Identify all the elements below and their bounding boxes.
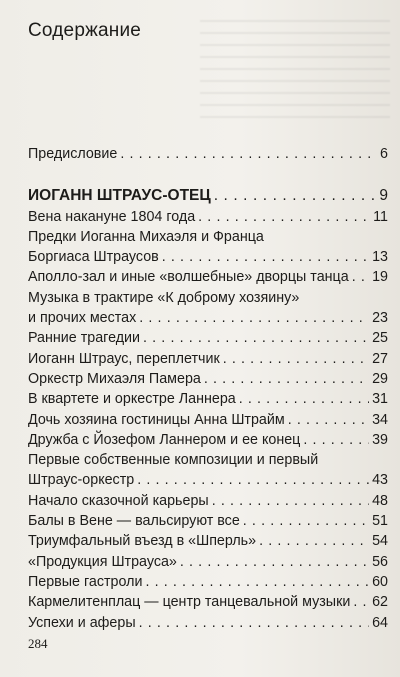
dot-leader <box>162 247 369 267</box>
toc-entry <box>28 531 388 551</box>
toc-entry-page: 64 <box>372 614 388 631</box>
toc-entry <box>28 328 388 348</box>
toc-entry-page: 39 <box>372 431 388 448</box>
toc-entry-title: Начало сказочной карьеры <box>28 492 209 509</box>
dot-leader <box>259 531 369 551</box>
toc-entry-title: Кармелитенплац — центр танцевальной музыки <box>28 594 351 611</box>
toc-entry-title: Балы в Вене — вальсируют все <box>28 513 240 530</box>
toc-entry-page: 56 <box>372 553 388 570</box>
dot-leader <box>139 613 369 633</box>
toc-entry <box>28 247 388 267</box>
page-title: Содержание <box>28 20 142 41</box>
dot-leader <box>223 349 369 369</box>
dot-leader <box>212 491 369 511</box>
toc-entry <box>28 207 388 227</box>
dot-leader <box>204 369 369 389</box>
dot-leader <box>288 410 369 430</box>
toc-entry <box>28 450 388 470</box>
toc-entry-page: 27 <box>372 350 388 367</box>
show-through-text <box>200 20 390 120</box>
table-of-contents <box>28 144 388 633</box>
toc-entry-title: Дочь хозяина гостиницы Анна Штрайм <box>28 411 285 428</box>
toc-entry-page: 19 <box>372 269 388 286</box>
toc-entry-page: 25 <box>372 330 388 347</box>
toc-part-heading <box>28 186 388 206</box>
toc-entry-title: Штраус-оркестр <box>28 472 135 489</box>
dot-leader <box>243 511 369 531</box>
toc-entry <box>28 144 388 164</box>
page-number: 284 <box>28 636 48 651</box>
toc-entry-title: Первые гастроли <box>28 573 143 590</box>
toc-entry <box>28 308 388 328</box>
toc-entry-title: Вена накануне 1804 года <box>28 208 196 225</box>
toc-entry-title: Предисловие <box>28 146 118 162</box>
toc-entry-title: и прочих местах <box>28 310 137 327</box>
toc-entry-page: 51 <box>372 513 388 530</box>
toc-entry <box>28 389 388 409</box>
toc-entry-title: Дружба с Йозефом Ланнером и ее конец <box>28 431 301 448</box>
dot-leader <box>180 552 369 572</box>
dot-leader <box>214 186 377 206</box>
toc-entry-title: Успехи и аферы <box>28 614 136 631</box>
toc-entry-title: Музыка в трактире «К доброму хозяину» <box>28 289 300 306</box>
toc-entry-page: 43 <box>372 472 388 489</box>
toc-entry-page: 11 <box>373 208 388 225</box>
toc-entry-title: Боргиаса Штраусов <box>28 249 159 266</box>
toc-entry-title: Аполло-зал и иные «волшебные» дворцы танца <box>28 269 349 286</box>
toc-entry <box>28 511 388 531</box>
toc-entry-page: 29 <box>372 370 388 387</box>
toc-entry <box>28 369 388 389</box>
toc-entry-title: Оркестр Михаэля Памера <box>28 370 201 387</box>
toc-entry <box>28 592 388 612</box>
toc-entry-title: Триумфальный въезд в «Шперль» <box>28 533 257 550</box>
toc-entry-page: 48 <box>372 492 388 509</box>
toc-entry-page: 34 <box>372 411 388 428</box>
dot-leader <box>143 328 369 348</box>
toc-entry-title: Ранние трагедии <box>28 330 141 347</box>
toc-entry-page: 31 <box>372 391 388 408</box>
toc-entry <box>28 267 388 287</box>
toc-entry-page: 9 <box>379 187 388 205</box>
toc-entry <box>28 572 388 592</box>
toc-entry <box>28 470 388 490</box>
dot-leader <box>139 308 369 328</box>
toc-entry-page: 54 <box>372 533 388 550</box>
toc-entry <box>28 410 388 430</box>
toc-entry-title: Первые собственные композиции и первый <box>28 452 319 469</box>
toc-entry <box>28 227 388 247</box>
toc-entry-title: В квартете и оркестре Ланнера <box>28 391 236 408</box>
toc-entry-title: Предки Иоганна Михаэля и Франца <box>28 228 264 245</box>
dot-leader <box>352 267 369 287</box>
toc-entry <box>28 288 388 308</box>
dot-leader <box>353 592 369 612</box>
toc-entry-page: 60 <box>372 573 388 590</box>
toc-entry-page: 62 <box>372 594 388 611</box>
toc-entry <box>28 430 388 450</box>
dot-leader <box>137 470 369 490</box>
toc-entry-page: 23 <box>372 310 388 327</box>
toc-entry-page: 13 <box>372 249 388 266</box>
dot-leader <box>303 430 369 450</box>
toc-entry-title: ИОГАНН ШТРАУС-ОТЕЦ <box>28 187 211 205</box>
toc-entry <box>28 552 388 572</box>
dot-leader <box>198 207 370 227</box>
toc-entry-title: «Продукция Штрауса» <box>28 553 177 570</box>
dot-leader <box>239 389 369 409</box>
toc-entry <box>28 349 388 369</box>
toc-entry-page: 6 <box>380 146 388 162</box>
dot-leader <box>145 572 369 592</box>
toc-entry <box>28 613 388 633</box>
toc-entry <box>28 491 388 511</box>
dot-leader <box>120 144 377 164</box>
toc-entry-title: Иоганн Штраус, переплетчик <box>28 350 220 367</box>
